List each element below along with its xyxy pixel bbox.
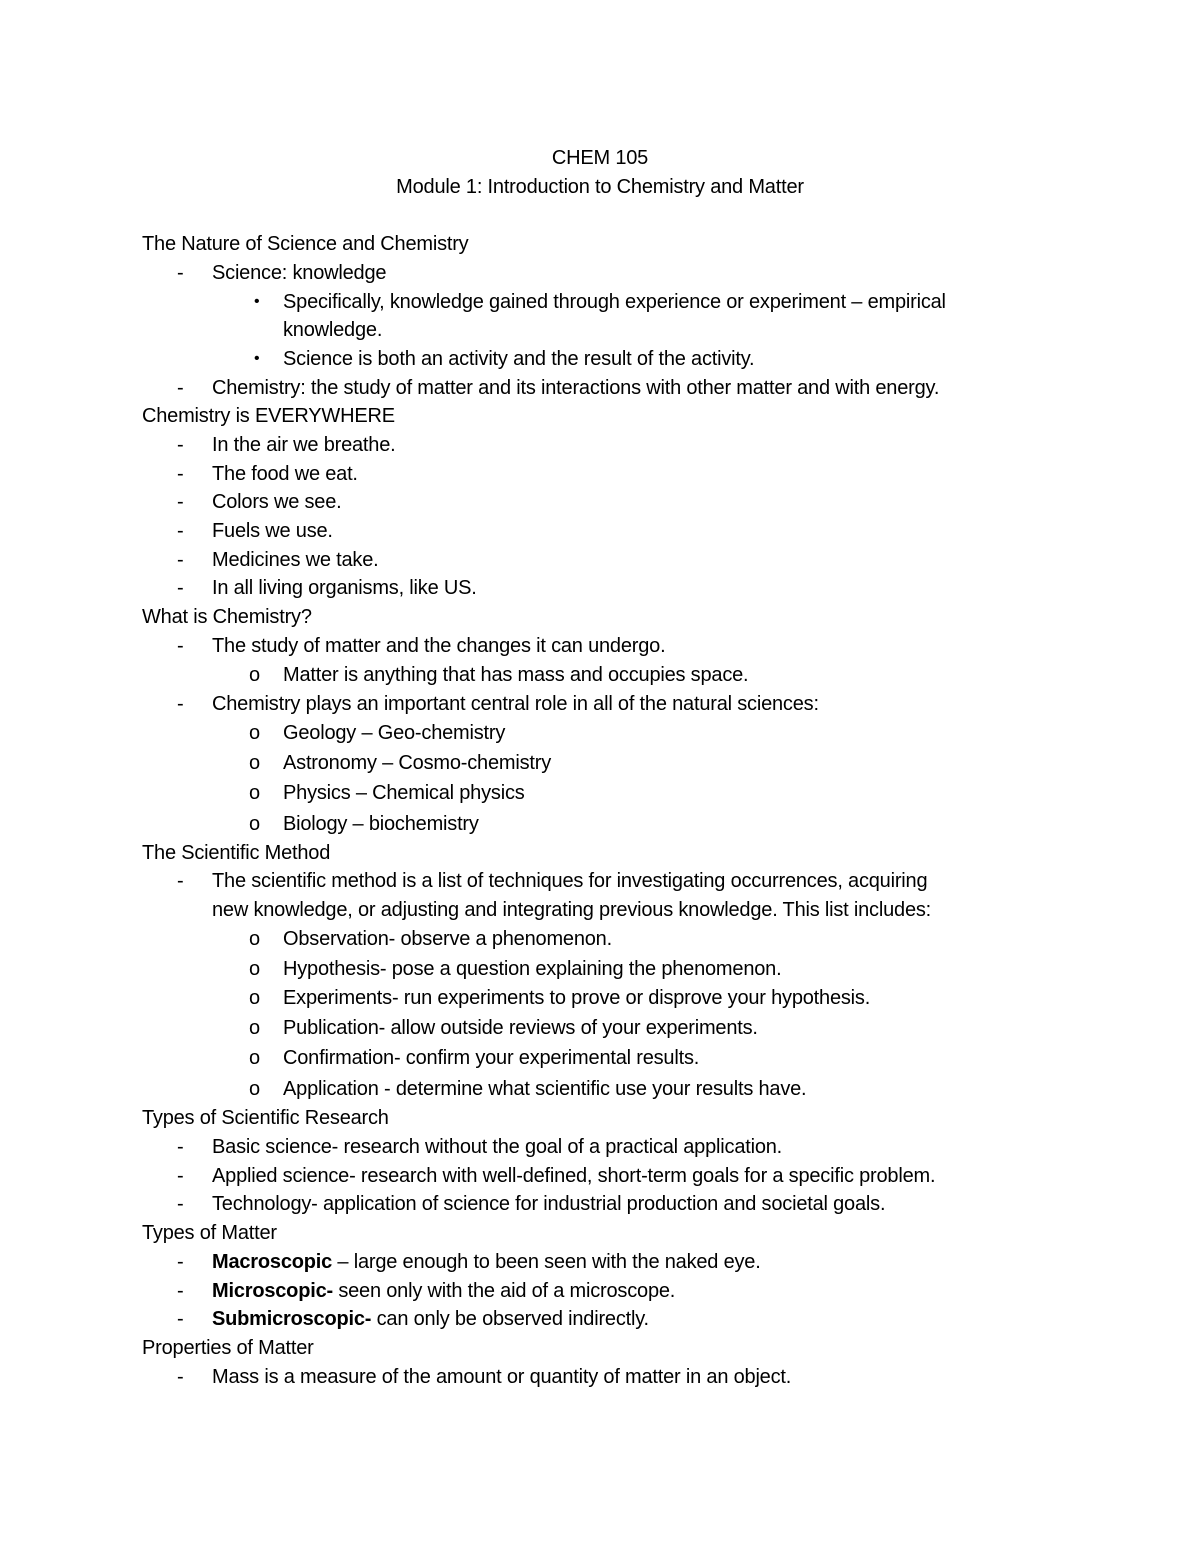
dash-marker: -: [177, 549, 184, 571]
dash-marker: -: [177, 1308, 184, 1330]
dash-marker: -: [177, 693, 184, 715]
circle-marker: o: [249, 664, 260, 686]
circle-marker: o: [249, 958, 260, 980]
dash-marker: -: [177, 1193, 184, 1215]
circle-marker: o: [249, 1078, 260, 1100]
bullet-marker: •: [254, 350, 260, 367]
bullet-marker: •: [254, 293, 260, 310]
dash-marker: -: [177, 1165, 184, 1187]
dash-marker: -: [177, 463, 184, 485]
dash-marker: -: [177, 1136, 184, 1158]
term-submicroscopic: Submicroscopic-: [212, 1308, 372, 1330]
dash-marker: -: [177, 1251, 184, 1273]
dash-marker: -: [177, 262, 184, 284]
dash-marker: -: [177, 1280, 184, 1302]
circle-marker: o: [249, 1017, 260, 1039]
course-title: CHEM 105: [551, 147, 649, 169]
circle-marker: o: [249, 813, 260, 835]
dash-marker: -: [177, 434, 184, 456]
dash-marker: -: [177, 491, 184, 513]
document-page: CHEM 105 Module 1: Introduction to Chemistry and Matter The Nature of Science and Chemistry - Science: knowledge • Specifically, knowledge gained through experience or experiment – empirical knowledge. • Science is both an activity and the result of the activity. - Chemistry: the study of matter and its interactions with other matter and with energy. Chemistry is EVERYWHERE - In the air we breathe. - The food we eat. - Colors we see. - Fuels we use. - Medicines we take. - In all living organisms, like US. What is Chemistry? - The study of matter and the changes it can undergo. o Matter is anything that has mass and occupies space. - Chemistry plays an important central role in all of the natural sciences: o Geology – Geo-chemistry o Astronomy – Cosmo-chemistry o Physics – Chemical physics o Biology – biochemistry The Scientific Method - The scientific method is a list of techniques for investigating occurrences, acquiring new knowledge, or adjusting and integrating previous knowledge. This list includes: o Observation- observe a phenomenon. o Hypothesis- pose a question explaining the phenomenon. o Experiments- run experiments to prove or disprove your hypothesis. o Publication- allow outside reviews of your experiments. o Confirmation- confirm your experimental results. o Application - determine what scientific use your results have. Types of Scientific Research - Basic science- research without the goal of a practical application. - Applied science- research with well-defined, short-term goals for a specific problem. - Technology- application of science for industrial production and societal goals. Types of Matter - Macroscopic – large enough to been seen with the naked eye. - Microscopic- seen only with the aid of a microscope. - Submicroscopic- can only be observed indirectly. Properties of Matter - Mass is a measure of the amount or quantity of matter in an object.: [0, 0, 1200, 1553]
dash-marker: -: [177, 870, 184, 892]
circle-marker: o: [249, 928, 260, 950]
circle-marker: o: [249, 1047, 260, 1069]
circle-marker: o: [249, 987, 260, 1009]
dash-marker: -: [177, 577, 184, 599]
dash-marker: -: [177, 1366, 184, 1388]
circle-marker: o: [249, 752, 260, 774]
term-microscopic: Microscopic-: [212, 1280, 333, 1302]
dash-marker: -: [177, 377, 184, 399]
module-title: Module 1: Introduction to Chemistry and Matter: [396, 176, 804, 198]
dash-marker: -: [177, 520, 184, 542]
circle-marker: o: [249, 782, 260, 804]
term-macroscopic: Macroscopic: [212, 1251, 333, 1273]
circle-marker: o: [249, 722, 260, 744]
dash-marker: -: [177, 635, 184, 657]
